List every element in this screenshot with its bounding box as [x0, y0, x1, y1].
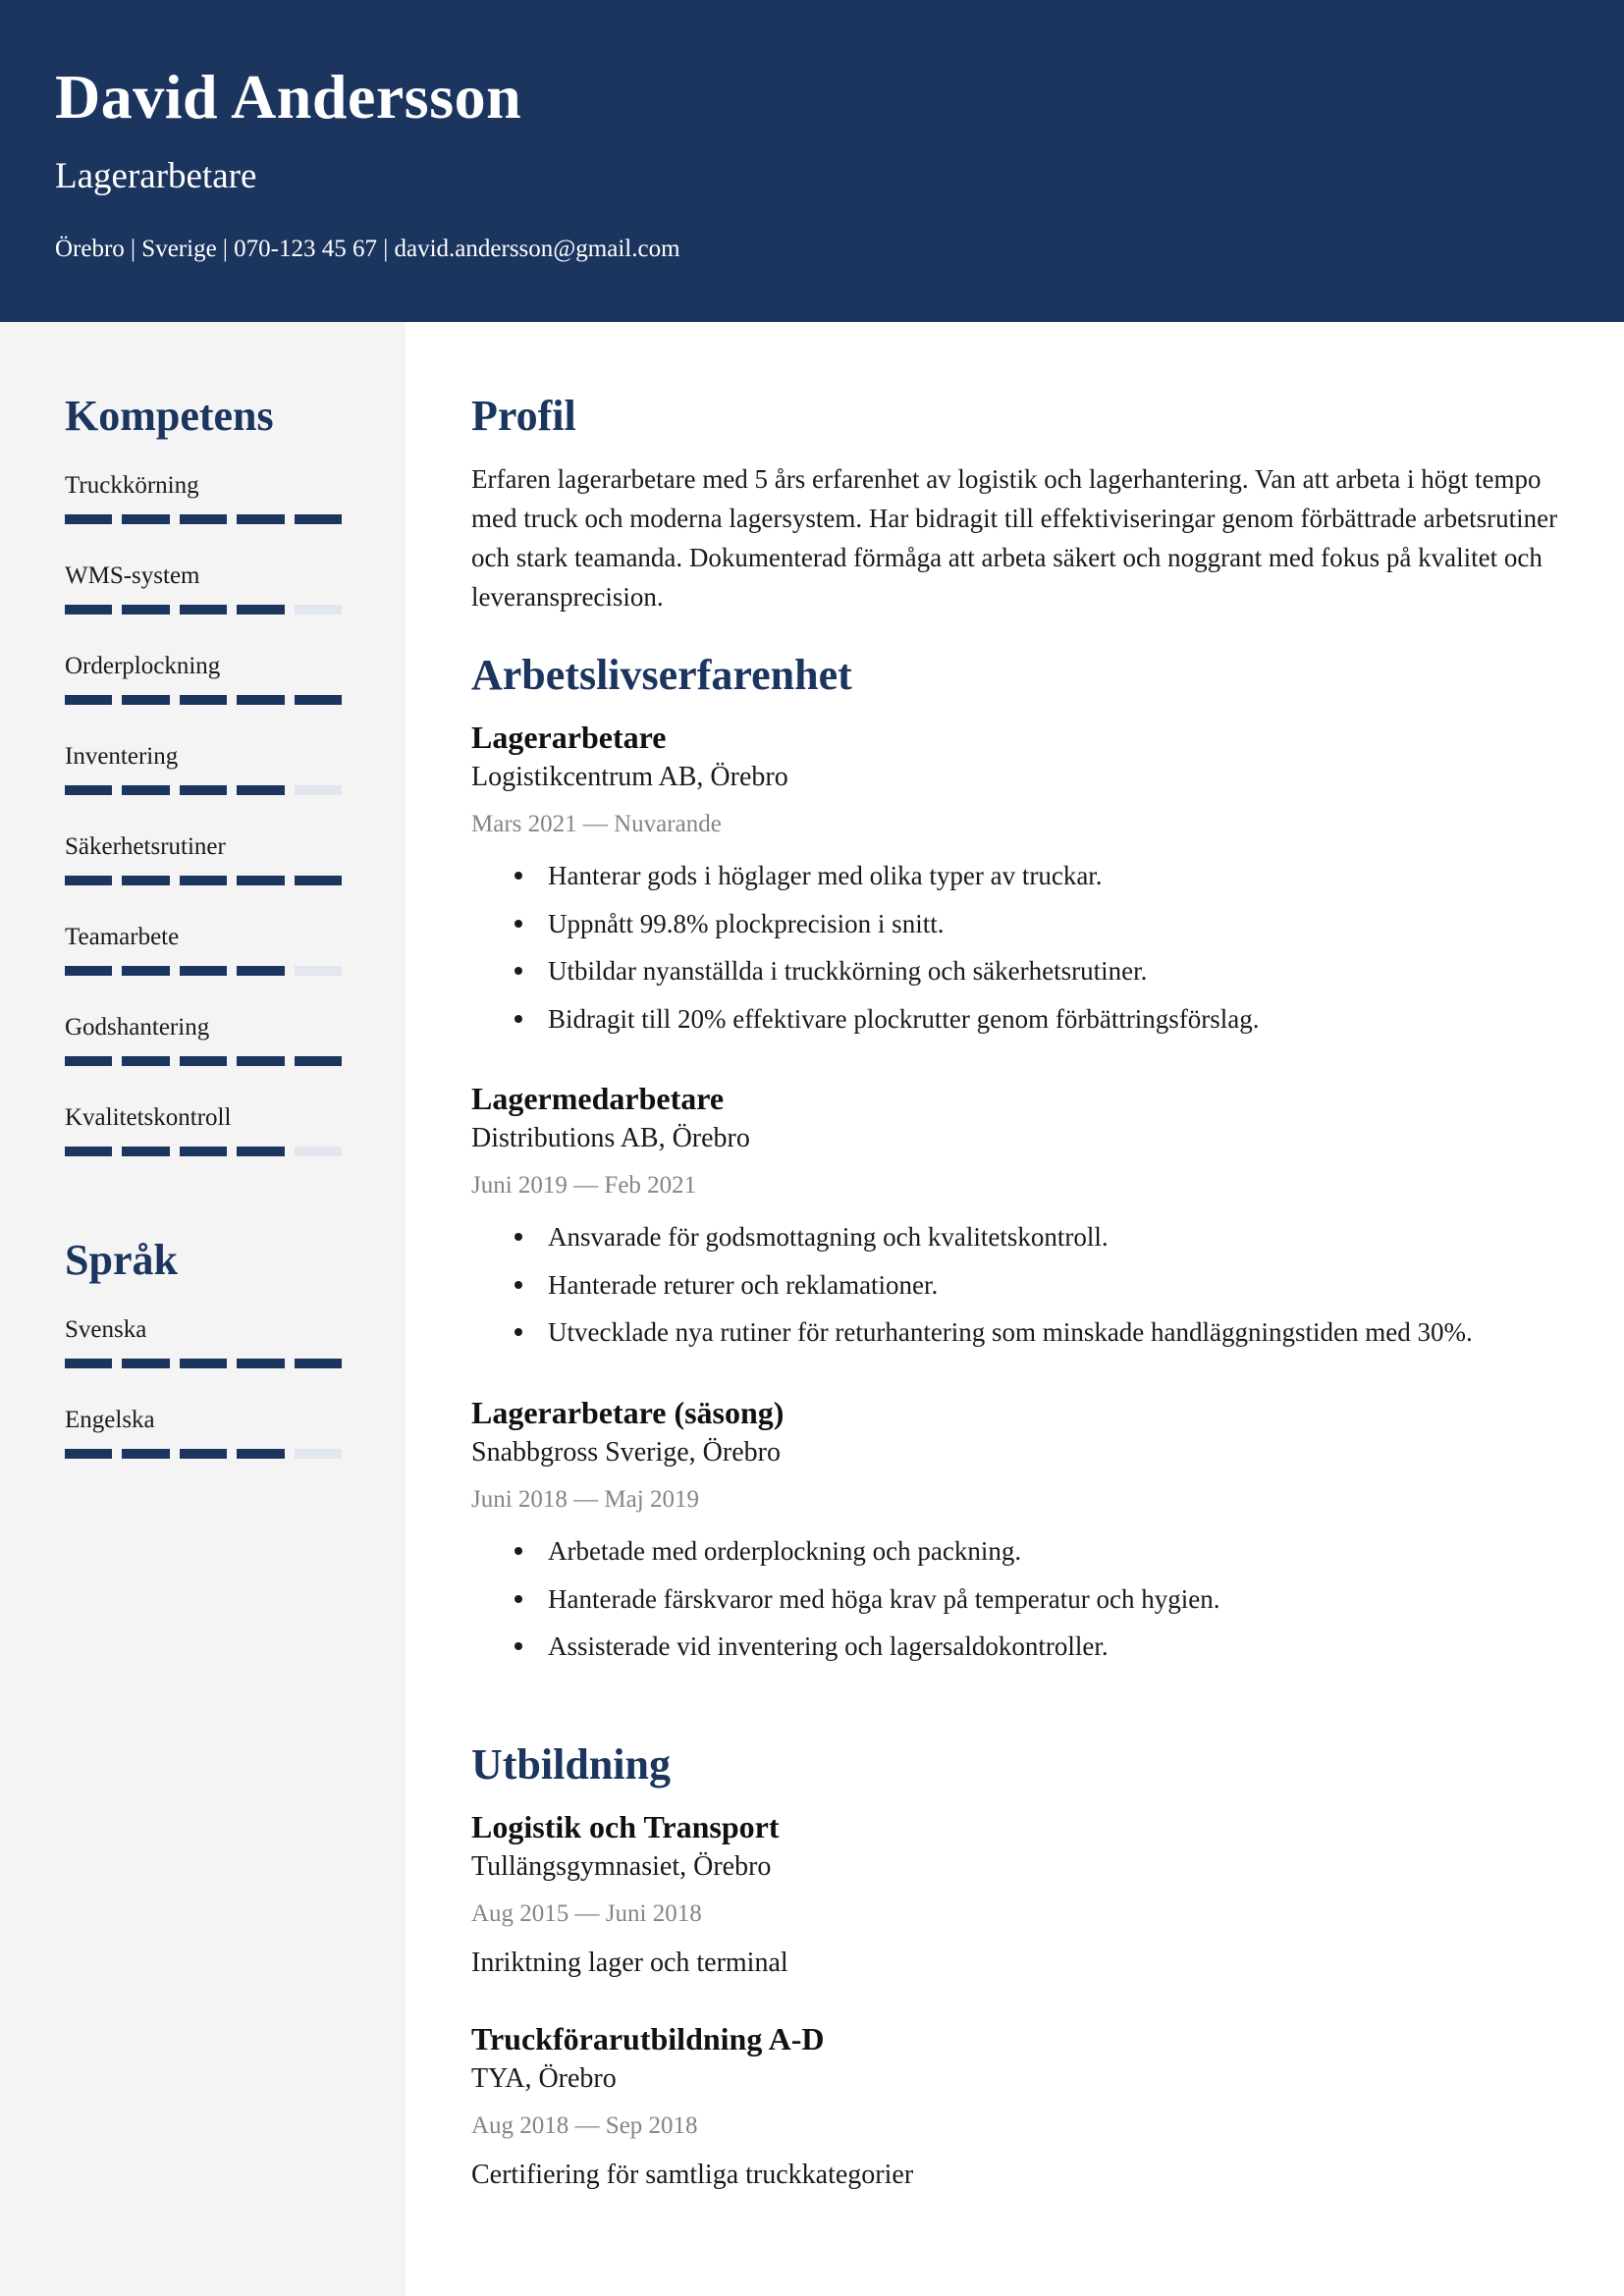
bullet-text: Hanterar gods i höglager med olika typer av truckar. [548, 861, 1103, 890]
level-segment-empty [295, 1147, 342, 1156]
skills-heading: Kompetens [65, 392, 274, 440]
job-entry [471, 1392, 1571, 1671]
bullet-text: Utbildar nyanställda i truckkörning och säkerhetsrutiner. [548, 956, 1148, 986]
level-segment-filled [122, 785, 169, 795]
education-title: Logistik och Transport [471, 1809, 780, 1844]
skill-label: Kvalitetskontroll [65, 1104, 232, 1131]
job-entry-bullets [471, 1213, 1571, 1357]
skill-label: Truckkörning [65, 472, 199, 499]
skill-item [65, 471, 342, 501]
level-segment-filled [65, 1449, 112, 1459]
skill-label: Teamarbete [65, 924, 180, 950]
level-segment-filled [180, 514, 227, 524]
list-item [471, 852, 1571, 900]
level-segment-filled [295, 1359, 342, 1368]
level-segment-filled [122, 1359, 169, 1368]
bullet-icon [514, 1642, 522, 1650]
job-entry-dates: Juni 2019 — Feb 2021 [471, 1172, 697, 1199]
education-school: Tullängsgymnasiet, Örebro [471, 1851, 772, 1882]
level-segment-filled [65, 1359, 112, 1368]
level-segment-filled [122, 1449, 169, 1459]
skill-item [65, 832, 342, 862]
level-segment-filled [180, 876, 227, 885]
level-segment-filled [237, 605, 284, 614]
job-entry-bullets [471, 852, 1571, 1042]
level-segment-empty [295, 785, 342, 795]
level-segment-filled [180, 966, 227, 976]
level-segment-empty [295, 1449, 342, 1459]
skill-level-bar [65, 605, 342, 614]
bullet-icon [514, 1233, 522, 1241]
skill-item [65, 561, 342, 591]
skill-label: Godshantering [65, 1014, 210, 1041]
level-segment-filled [180, 695, 227, 705]
list-item [471, 1527, 1571, 1575]
skill-level-bar [65, 695, 342, 705]
bullet-icon [514, 1547, 522, 1555]
education-entry [471, 1806, 1571, 1985]
bullet-icon [514, 967, 522, 975]
job-entry-title: Lagermedarbetare [471, 1081, 725, 1116]
level-segment-filled [122, 695, 169, 705]
level-segment-filled [295, 695, 342, 705]
level-segment-filled [65, 514, 112, 524]
education-description: Inriktning lager och terminal [471, 1948, 788, 1978]
level-segment-filled [180, 1056, 227, 1066]
job-entry-dates: Mars 2021 — Nuvarande [471, 811, 722, 837]
level-segment-empty [295, 966, 342, 976]
bullet-text: Ansvarade för godsmottagning och kvalitetskontroll. [548, 1222, 1109, 1252]
language-label: Engelska [65, 1407, 155, 1433]
list-item [471, 1623, 1571, 1671]
level-segment-filled [180, 1147, 227, 1156]
language-level-bar [65, 1449, 342, 1459]
bullet-text: Arbetade med orderplockning och packning. [548, 1536, 1022, 1566]
profile-heading: Profil [471, 392, 576, 440]
education-entry [471, 2018, 1571, 2197]
level-segment-filled [122, 514, 169, 524]
person-name: David Andersson [55, 62, 522, 132]
bullet-icon [514, 920, 522, 928]
skill-item [65, 1103, 342, 1133]
level-segment-filled [122, 966, 169, 976]
level-segment-filled [180, 605, 227, 614]
skill-item [65, 1013, 342, 1042]
job-entry [471, 717, 1571, 1042]
level-segment-filled [65, 966, 112, 976]
experience-heading: Arbetslivserfarenhet [471, 651, 852, 699]
level-segment-filled [237, 785, 284, 795]
bullet-text: Hanterade färskvaror med höga krav på temperatur och hygien. [548, 1583, 1220, 1614]
level-segment-filled [65, 1056, 112, 1066]
skill-label: Inventering [65, 743, 179, 770]
level-segment-filled [295, 876, 342, 885]
list-item [471, 1575, 1571, 1624]
job-entry-title: Lagerarbetare [471, 720, 667, 755]
skill-level-bar [65, 785, 342, 795]
job-entry-company: Snabbgross Sverige, Örebro [471, 1437, 781, 1468]
resume-header [0, 0, 1624, 322]
level-segment-filled [237, 876, 284, 885]
bullet-icon [514, 1328, 522, 1336]
education-dates: Aug 2015 — Juni 2018 [471, 1900, 702, 1927]
bullet-text: Utvecklade nya rutiner för returhantering som minskade handläggningstiden med 30%. [548, 1317, 1473, 1347]
level-segment-filled [122, 1147, 169, 1156]
education-dates: Aug 2018 — Sep 2018 [471, 2112, 698, 2139]
job-entry-company: Logistikcentrum AB, Örebro [471, 762, 788, 792]
skill-level-bar [65, 966, 342, 976]
job-entry-bullets [471, 1527, 1571, 1671]
profile-text: Erfaren lagerarbetare med 5 års erfarenhet av logistik och lagerhantering. Van att arbeta i högt tempo med truck och moderna lagersystem. Har bidragit till effektiviseringar genom förbättrade arbetsrutiner och stark teamanda. Dokumenterad förmåga att arbeta säkert och noggrant med fokus på kvalitet och leveransprecision. [471, 464, 1558, 612]
bullet-icon [514, 1281, 522, 1289]
skill-label: Säkerhetsrutiner [65, 833, 226, 860]
level-segment-filled [65, 785, 112, 795]
sidebar [0, 322, 406, 2296]
level-segment-filled [122, 1056, 169, 1066]
level-segment-filled [180, 1449, 227, 1459]
skill-item [65, 742, 342, 772]
bullet-icon [514, 1015, 522, 1023]
level-segment-filled [65, 695, 112, 705]
level-segment-filled [295, 514, 342, 524]
skill-item [65, 923, 342, 952]
bullet-text: Assisterade vid inventering och lagersaldokontroller. [548, 1631, 1109, 1661]
language-level-bar [65, 1359, 342, 1368]
list-item [471, 900, 1571, 948]
job-entry-company: Distributions AB, Örebro [471, 1123, 750, 1153]
contact-info: Örebro | Sverige | 070-123 45 67 | david.andersson@gmail.com [55, 236, 680, 262]
skill-level-bar [65, 514, 342, 524]
level-segment-filled [237, 1056, 284, 1066]
education-school: TYA, Örebro [471, 2063, 617, 2094]
list-item [471, 1308, 1571, 1357]
education-description: Certifiering för samtliga truckkategorier [471, 2160, 914, 2190]
language-item [65, 1406, 342, 1435]
level-segment-filled [237, 966, 284, 976]
level-segment-filled [180, 785, 227, 795]
level-segment-filled [65, 1147, 112, 1156]
level-segment-empty [295, 605, 342, 614]
skill-label: WMS-system [65, 562, 200, 589]
skill-item [65, 652, 342, 681]
language-item [65, 1315, 342, 1345]
skill-label: Orderplockning [65, 653, 221, 679]
level-segment-filled [180, 1359, 227, 1368]
level-segment-filled [122, 605, 169, 614]
list-item [471, 1261, 1571, 1309]
job-entry [471, 1078, 1571, 1357]
job-entry-dates: Juni 2018 — Maj 2019 [471, 1486, 699, 1513]
skill-level-bar [65, 1147, 342, 1156]
bullet-icon [514, 1595, 522, 1603]
languages-heading: Språk [65, 1236, 178, 1284]
level-segment-filled [65, 605, 112, 614]
skill-level-bar [65, 1056, 342, 1066]
level-segment-filled [237, 695, 284, 705]
level-segment-filled [122, 876, 169, 885]
level-segment-filled [237, 514, 284, 524]
bullet-text: Uppnått 99.8% plockprecision i snitt. [548, 908, 945, 938]
job-entry-title: Lagerarbetare (säsong) [471, 1395, 785, 1430]
list-item [471, 947, 1571, 995]
level-segment-filled [237, 1449, 284, 1459]
level-segment-filled [295, 1056, 342, 1066]
level-segment-filled [237, 1359, 284, 1368]
language-label: Svenska [65, 1316, 147, 1343]
list-item [471, 995, 1571, 1043]
list-item [471, 1213, 1571, 1261]
job-title: Lagerarbetare [55, 156, 257, 196]
skill-level-bar [65, 876, 342, 885]
level-segment-filled [237, 1147, 284, 1156]
education-title: Truckförarutbildning A-D [471, 2021, 825, 2056]
level-segment-filled [65, 876, 112, 885]
education-heading: Utbildning [471, 1740, 671, 1789]
bullet-text: Hanterade returer och reklamationer. [548, 1269, 939, 1300]
bullet-icon [514, 872, 522, 880]
bullet-text: Bidragit till 20% effektivare plockrutter genom förbättringsförslag. [548, 1003, 1260, 1034]
